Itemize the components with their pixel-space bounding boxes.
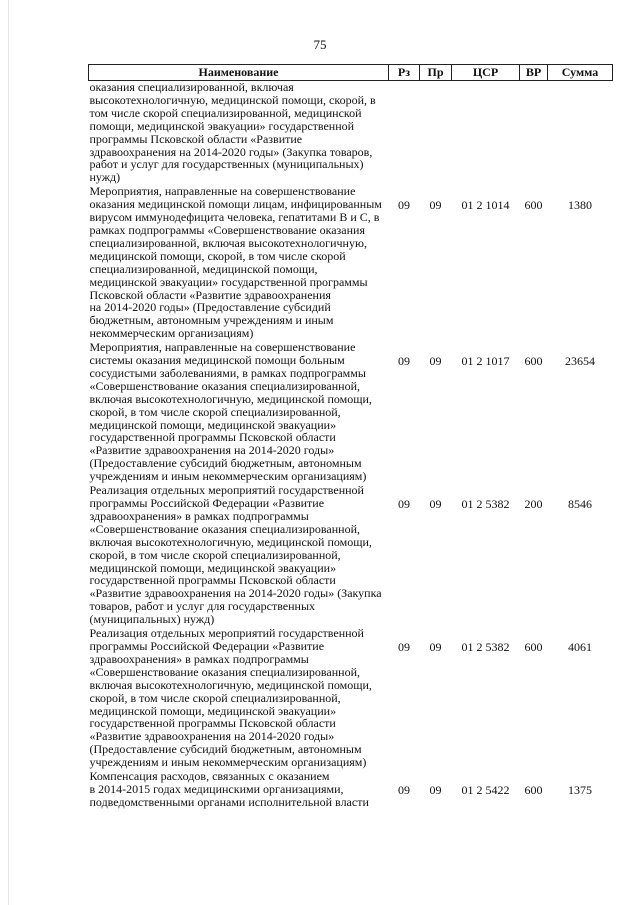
row-sum: 1375 [568,783,592,798]
table-row [89,770,613,810]
row-sum: 23654 [565,354,595,369]
table-row [89,627,613,770]
row-csr: 01 2 1014 [461,198,510,213]
row-rz: 09 [398,354,410,369]
row-vr: 600 [524,198,543,213]
row-sum: 1380 [568,198,592,213]
row-rz [389,81,420,186]
header-pr: Пр [420,65,452,81]
table-row [89,185,613,341]
row-rz: 09 [398,198,410,213]
row-name: Реализация отдельных мероприятий государственной программы Российской Федерации «Развитие здравоохранения» в рамках подпрограммы «Совершенствование оказания специализированной, включая высокотехнологичную, медицинской помощи, скорой, в том числе скорой специализированной, медицинской помощи, медицинской эвакуации» государственной программы Псковской области «Развитие здравоохранения на 2014-2020 годы» (Закупка товаров, работ и услуг для государственных (муниципальных) нужд) [89,483,382,627]
row-csr: 01 2 5422 [461,783,510,798]
row-rz: 09 [398,783,410,798]
header-csr: ЦСР [452,65,520,81]
row-sum [548,81,613,186]
row-pr: 09 [429,354,442,369]
row-name: Мероприятия, направленные на совершенствование системы оказания медицинской помощи больным сосудистыми заболеваниями, в рамках подпрограммы «Совершенствование оказания специализированной, включая высокотехнологичную, медицинской помощи, скорой, в том числе скорой специализированной, медицинской помощи, медицинской эвакуации» государственной программы Псковской области «Развитие здравоохранения на 2014-2020 годы» (Предоставление субсидий бюджетным, автономным учреждениям и иным некоммерческим организациям) [89,340,372,484]
row-pr: 09 [429,497,442,512]
row-vr [520,81,548,186]
row-sum: 8546 [568,497,592,512]
header-sum: Сумма [548,65,613,81]
row-name: оказания специализированной, включая высокотехнологичную, медицинской помощи, скорой, в том числе скорой специализированной, медицинской помощи, медицинской эвакуации» государственной программы Псковской области «Развитие здравоохранения на 2014-2020 годы» (Закупка товаров, работ и услуг для государственных (муниципальных) нужд) [89,80,376,185]
table-row [89,484,613,627]
row-sum: 4061 [568,640,592,655]
header-name: Наименование [89,65,389,81]
header-vr: ВР [520,65,548,81]
table-row [89,341,613,484]
row-name: Реализация отдельных мероприятий государственной программы Российской Федерации «Развитие здравоохранения» в рамках подпрограммы «Совершенствование оказания специализированной, включая высокотехнологичную, медицинской помощи, скорой, в том числе скорой специализированной, медицинской помощи, медицинской эвакуации» государственной программы Псковской области «Развитие здравоохранения на 2014-2020 годы» (Предоставление субсидий бюджетным, автономным учреждениям и иным некоммерческим организациям) [89,626,372,770]
row-csr [452,81,520,186]
header-rz: Рз [389,65,420,81]
table-header-row [89,65,613,81]
row-vr: 600 [524,783,543,798]
row-rz: 09 [398,640,410,655]
row-vr: 600 [524,354,543,369]
scan-edge [8,0,9,905]
table-row [89,81,613,186]
page-number: 75 [313,37,327,52]
row-pr: 09 [429,783,442,798]
row-pr: 09 [429,640,442,655]
row-csr: 01 2 5382 [461,640,510,655]
row-csr: 01 2 5382 [461,497,510,512]
budget-table [88,64,613,810]
row-name: Компенсация расходов, связанных с оказанием в 2014-2015 годах медицинскими организациями, подведомственными органами исполнительной власти [89,769,369,809]
row-rz: 09 [398,497,410,512]
row-vr: 200 [524,497,543,512]
row-csr: 01 2 1017 [461,354,510,369]
row-vr: 600 [524,640,543,655]
row-pr: 09 [429,198,442,213]
row-name: Мероприятия, направленные на совершенствование оказания медицинской помощи лицам, инфицированным вирусом иммунодефицита человека, гепатитами В и С, в рамках подпрограммы «Совершенствование оказания специализированной, включая высокотехнологичную, медицинской помощи, скорой, в том числе скорой специализированной, медицинской помощи, медицинской эвакуации» государственной программы Псковской области «Развитие здравоохранения на 2014-2020 годы» (Предоставление субсидий бюджетным, автономным учреждениям и иным некоммерческим организациям) [89,184,382,341]
row-pr [420,81,452,186]
